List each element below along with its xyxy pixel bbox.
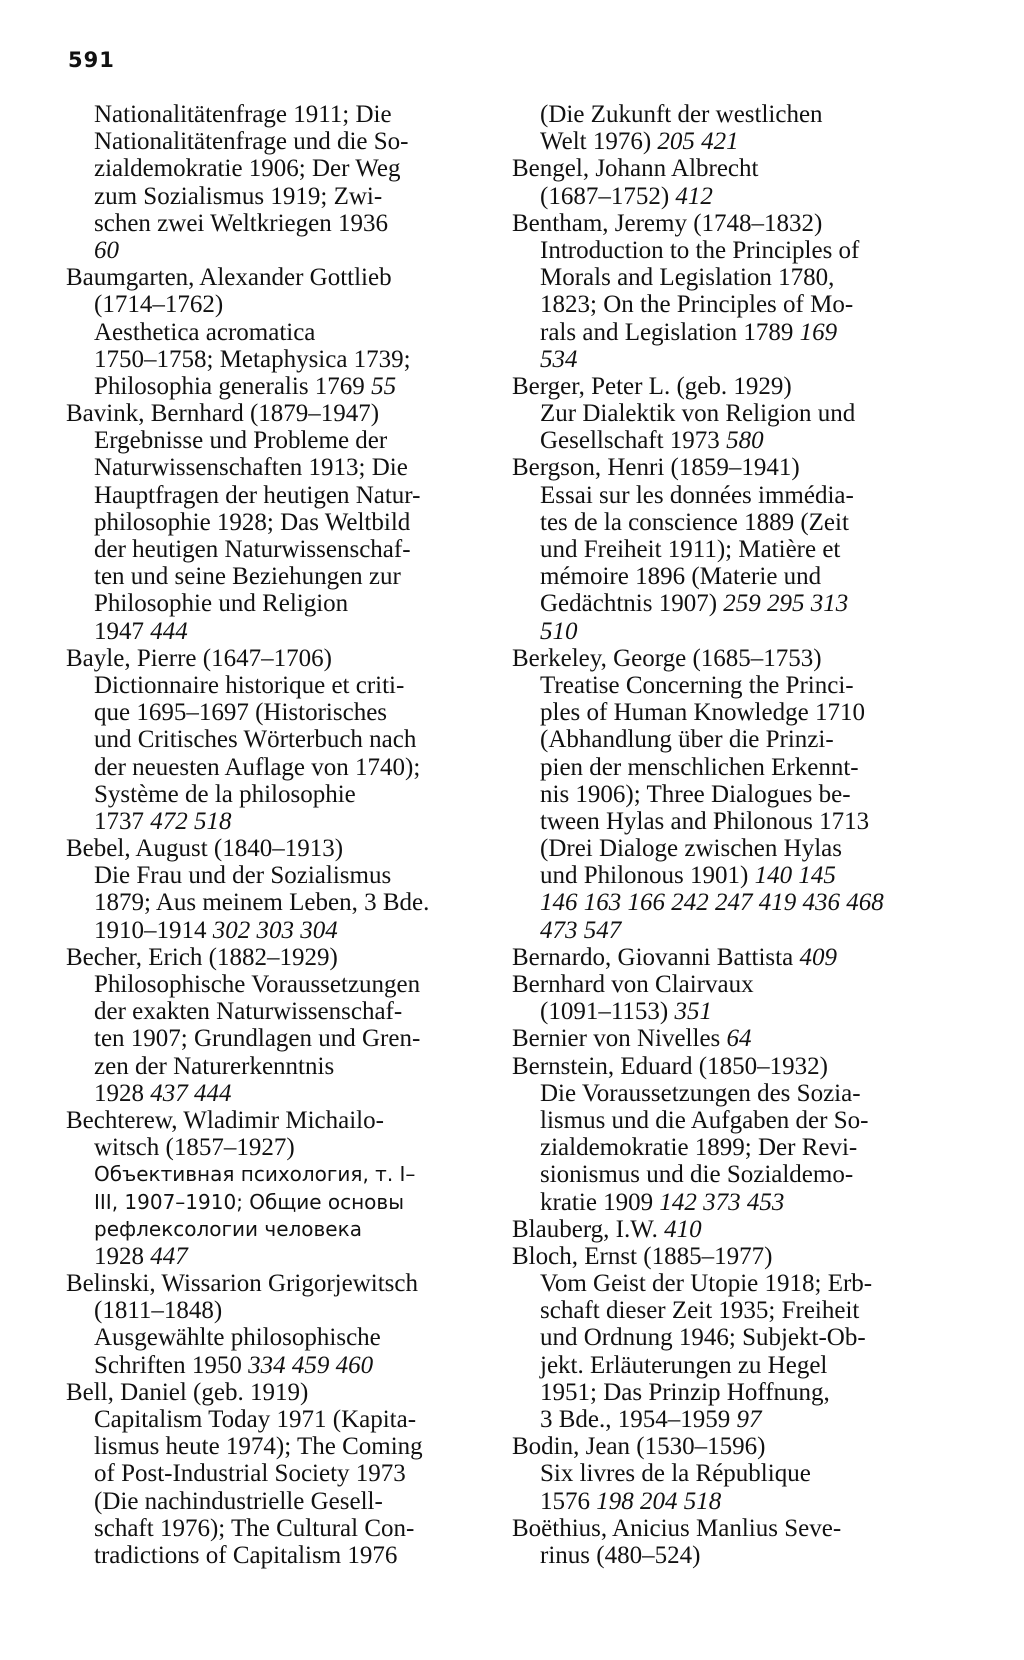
entry-text: Ausgewählte philosophische bbox=[94, 1324, 381, 1352]
index-entry-heading bbox=[66, 944, 506, 971]
index-entry-line bbox=[66, 672, 506, 699]
page-references: 140 145 bbox=[754, 862, 836, 890]
entry-text: Aesthetica acromatica bbox=[94, 318, 316, 346]
entry-text: Die Voraussetzungen des Sozia- bbox=[540, 1079, 861, 1107]
index-entry-line bbox=[66, 998, 506, 1025]
index-entry-line bbox=[66, 482, 506, 509]
entry-text: rinus (480–524) bbox=[540, 1541, 701, 1569]
page-references: 472 518 bbox=[150, 807, 232, 835]
index-entry-line bbox=[512, 427, 932, 454]
index-entry-heading bbox=[66, 645, 506, 672]
index-entry-line bbox=[66, 1189, 506, 1216]
entry-text: (1687–1752) bbox=[540, 182, 670, 210]
page-references: 198 204 518 bbox=[596, 1487, 722, 1515]
entry-text: Bernstein, Eduard (1850–1932) bbox=[512, 1052, 828, 1080]
entry-text: der heutigen Naturwissenschaf- bbox=[94, 536, 411, 563]
index-entry-line bbox=[512, 1542, 932, 1569]
entry-text: 1951; Das Prinzip Hoffnung, bbox=[540, 1378, 830, 1406]
entry-text: Naturwissenschaften 1913; Die bbox=[94, 454, 408, 482]
index-entry-line bbox=[66, 1488, 506, 1515]
entry-text: Dictionnaire historique et criti- bbox=[94, 671, 405, 699]
index-entry-heading bbox=[66, 835, 506, 862]
index-entry-line bbox=[66, 862, 506, 889]
entry-text: Morals and Legislation 1780, bbox=[540, 264, 835, 292]
entry-text: witsch (1857–1927) bbox=[94, 1134, 295, 1162]
entry-text: Schriften 1950 bbox=[94, 1351, 242, 1379]
entry-text: Treatise Concerning the Princi- bbox=[540, 671, 854, 699]
index-entry-line bbox=[66, 781, 506, 808]
entry-text: nis 1906); Three Dialogues be- bbox=[540, 780, 851, 808]
entry-text: und Freiheit 1911); Matière et bbox=[540, 536, 841, 563]
entry-text: (1714–1762) bbox=[94, 291, 224, 319]
index-entry-line bbox=[512, 536, 932, 563]
entry-text: und Philonous 1901) bbox=[540, 862, 749, 890]
page-references: 60 bbox=[94, 236, 119, 264]
page-references: 580 bbox=[726, 427, 764, 455]
entry-text: und Critisches Wörterbuch nach bbox=[94, 726, 417, 754]
entry-text: Bebel, August (1840–1913) bbox=[66, 835, 344, 863]
entry-text: Bentham, Jeremy (1748–1832) bbox=[512, 209, 823, 237]
entry-text: tradictions of Capitalism 1976 bbox=[94, 1541, 398, 1569]
entry-text: rals and Legislation 1789 bbox=[540, 318, 794, 346]
entry-text: tween Hylas and Philonous 1713 bbox=[540, 807, 870, 835]
entry-text: lismus heute 1974); The Coming bbox=[94, 1433, 423, 1461]
index-entry-line bbox=[66, 1515, 506, 1542]
index-entry-line bbox=[66, 1297, 506, 1324]
page-references: 205 421 bbox=[657, 128, 739, 156]
entry-text: Bernhard von Clairvaux bbox=[512, 971, 754, 998]
index-entry-line bbox=[512, 183, 932, 210]
entry-text: der neuesten Auflage von 1740); bbox=[94, 753, 421, 781]
entry-text: Blauberg, I.W. bbox=[512, 1215, 658, 1243]
entry-text: Philosophische Voraussetzungen bbox=[94, 971, 421, 998]
index-entry-line bbox=[66, 1216, 506, 1243]
entry-text: 1928 bbox=[94, 1079, 144, 1107]
entry-text: zialdemokratie 1906; Der Weg bbox=[94, 155, 401, 183]
index-entry-heading bbox=[66, 1379, 506, 1406]
page-references: 334 459 460 bbox=[248, 1351, 374, 1379]
index-entry-line bbox=[512, 1324, 932, 1351]
page-references: 447 bbox=[150, 1242, 188, 1270]
index-entry-line bbox=[66, 1025, 506, 1052]
entry-text: philosophie 1928; Das Weltbild bbox=[94, 508, 411, 536]
index-entry-line bbox=[512, 1379, 932, 1406]
index-entry-line bbox=[512, 1297, 932, 1324]
entry-text: Nationalitätenfrage und die So- bbox=[94, 128, 409, 156]
index-entry-line bbox=[512, 101, 932, 128]
page-number: 591 bbox=[68, 48, 115, 72]
entry-text: 1879; Aus meinem Leben, 3 Bde. bbox=[94, 889, 430, 917]
entry-text: Bechterew, Wladimir Michailo- bbox=[66, 1106, 384, 1134]
entry-text: Baumgarten, Alexander Gottlieb bbox=[66, 264, 392, 292]
index-entry-heading bbox=[512, 944, 932, 971]
index-entry-line bbox=[512, 862, 932, 889]
entry-text: 3 Bde., 1954–1959 bbox=[540, 1406, 731, 1433]
entry-text: Becher, Erich (1882–1929) bbox=[66, 943, 338, 971]
index-entry-line bbox=[512, 754, 932, 781]
index-entry-line bbox=[66, 427, 506, 454]
entry-text: 1947 bbox=[94, 617, 144, 645]
page-references: 473 547 bbox=[540, 916, 622, 944]
index-entry-line bbox=[512, 1161, 932, 1188]
index-entry-heading bbox=[512, 1243, 932, 1270]
index-entry-line bbox=[66, 536, 506, 563]
index-entry-line bbox=[512, 237, 932, 264]
page-references: 437 444 bbox=[150, 1079, 232, 1107]
index-entry-line bbox=[66, 1080, 506, 1107]
index-entry-line bbox=[512, 346, 932, 373]
entry-text: Berger, Peter L. (geb. 1929) bbox=[512, 372, 792, 400]
right-column bbox=[512, 101, 932, 1569]
index-entry-line bbox=[66, 237, 506, 264]
index-entry-line bbox=[66, 1433, 506, 1460]
entry-text: Introduction to the Principles of bbox=[540, 236, 860, 264]
index-entry-line bbox=[512, 1270, 932, 1297]
index-entry-line bbox=[66, 699, 506, 726]
index-entry-line bbox=[66, 1406, 506, 1433]
entry-text: Vom Geist der Utopie 1918; Erb- bbox=[540, 1270, 873, 1298]
entry-text: 1737 bbox=[94, 807, 144, 835]
index-entry-line bbox=[512, 509, 932, 536]
index-entry-line bbox=[66, 1243, 506, 1270]
index-entry-line bbox=[512, 1189, 932, 1216]
entry-text: mémoire 1896 (Materie und bbox=[540, 563, 822, 591]
entry-text: Zur Dialektik von Religion und bbox=[540, 400, 856, 428]
index-entry-line bbox=[512, 264, 932, 291]
index-entry-line bbox=[66, 1460, 506, 1487]
entry-text: Belinski, Wissarion Grigorjewitsch bbox=[66, 1270, 418, 1298]
entry-text: Boëthius, Anicius Manlius Seve- bbox=[512, 1514, 842, 1542]
index-entry-line bbox=[512, 699, 932, 726]
entry-text: Gedächtnis 1907) bbox=[540, 590, 718, 618]
index-entry-line bbox=[66, 183, 506, 210]
index-entry-line bbox=[66, 373, 506, 400]
entry-text: Bernardo, Giovanni Battista bbox=[512, 943, 794, 971]
index-entry-line bbox=[66, 1542, 506, 1569]
entry-text: Bernier von Nivelles bbox=[512, 1025, 721, 1053]
entry-text: Bayle, Pierre (1647–1706) bbox=[66, 644, 332, 672]
index-entry-line bbox=[66, 509, 506, 536]
index-entry-line bbox=[66, 563, 506, 590]
entry-text: Six livres de la République bbox=[540, 1460, 811, 1488]
entry-text: (Die Zukunft der westlichen bbox=[540, 101, 823, 128]
index-entry-line bbox=[512, 319, 932, 346]
entry-text: tes de la conscience 1889 (Zeit bbox=[540, 508, 849, 536]
index-entry-line bbox=[512, 1107, 932, 1134]
entry-text: zialdemokratie 1899; Der Revi- bbox=[540, 1134, 858, 1162]
index-entry-line bbox=[512, 1134, 932, 1161]
entry-text: (1811–1848) bbox=[94, 1297, 223, 1325]
index-entry-line bbox=[66, 1324, 506, 1351]
entry-text: Système de la philosophie bbox=[94, 780, 356, 808]
index-entry-line bbox=[512, 917, 932, 944]
index-entry-line bbox=[512, 1460, 932, 1487]
index-entry-line bbox=[66, 971, 506, 998]
entry-text: 1750–1758; Metaphysica 1739; bbox=[94, 345, 411, 373]
index-entry-line bbox=[512, 672, 932, 699]
entry-text: of Post-Industrial Society 1973 bbox=[94, 1460, 406, 1488]
entry-text: Philosophie und Religion bbox=[94, 590, 349, 618]
index-entry-line bbox=[66, 291, 506, 318]
page-references: 412 bbox=[675, 182, 713, 210]
index-entry-line bbox=[66, 754, 506, 781]
entry-text: sionismus und die Sozialdemo- bbox=[540, 1161, 854, 1189]
page-references: 146 163 166 242 247 419 436 468 bbox=[540, 889, 884, 917]
index-entry-heading bbox=[512, 971, 932, 998]
index-entry-heading bbox=[66, 1107, 506, 1134]
page-references: 351 bbox=[674, 998, 712, 1026]
entry-text: kratie 1909 bbox=[540, 1188, 654, 1216]
entry-text: Nationalitätenfrage 1911; Die bbox=[94, 101, 392, 128]
page-references: 444 bbox=[150, 617, 188, 645]
index-entry-heading bbox=[512, 1025, 932, 1052]
index-entry-line bbox=[66, 618, 506, 645]
index-entry-line bbox=[512, 128, 932, 155]
entry-text: Welt 1976) bbox=[540, 128, 652, 156]
index-entry-heading bbox=[66, 400, 506, 427]
entry-text: ten 1907; Grundlagen und Gren- bbox=[94, 1025, 421, 1053]
index-entry-line bbox=[66, 726, 506, 753]
index-entry-line bbox=[512, 998, 932, 1025]
index-entry-line bbox=[66, 1134, 506, 1161]
entry-text: Hauptfragen der heutigen Natur- bbox=[94, 481, 421, 509]
index-entry-line bbox=[66, 346, 506, 373]
page-references: 410 bbox=[664, 1215, 702, 1243]
index-entry-line bbox=[66, 101, 506, 128]
index-entry-line bbox=[66, 128, 506, 155]
entry-text: Ergebnisse und Probleme der bbox=[94, 427, 388, 455]
index-entry-line bbox=[512, 482, 932, 509]
entry-text: ten und seine Beziehungen zur bbox=[94, 563, 401, 591]
entry-text: 1576 bbox=[540, 1487, 590, 1515]
entry-text: Bergson, Henri (1859–1941) bbox=[512, 454, 800, 482]
index-entry-line bbox=[512, 618, 932, 645]
index-entry-line bbox=[512, 726, 932, 753]
entry-text: 1928 bbox=[94, 1242, 144, 1270]
entry-text: Philosophia generalis 1769 bbox=[94, 372, 365, 400]
index-entry-line bbox=[66, 155, 506, 182]
index-entry-line bbox=[512, 563, 932, 590]
index-entry-heading bbox=[512, 1515, 932, 1542]
index-entry-line bbox=[66, 319, 506, 346]
entry-text: (Drei Dialoge zwischen Hylas bbox=[540, 835, 842, 863]
entry-text: Bloch, Ernst (1885–1977) bbox=[512, 1242, 773, 1270]
entry-text: Объективная психология, т. I– bbox=[94, 1162, 416, 1187]
entry-text: pien der menschlichen Erkennt- bbox=[540, 753, 859, 781]
index-entry-line bbox=[512, 835, 932, 862]
entry-text: 1910–1914 bbox=[94, 916, 207, 944]
index-entry-heading bbox=[512, 155, 932, 182]
page-references: 55 bbox=[371, 372, 397, 400]
entry-text: ples of Human Knowledge 1710 bbox=[540, 699, 865, 727]
index-entry-line bbox=[66, 917, 506, 944]
index-entry-line bbox=[512, 1488, 932, 1515]
entry-text: III, 1907–1910; Общие основы bbox=[94, 1189, 404, 1214]
entry-text: Gesellschaft 1973 bbox=[540, 427, 720, 455]
entry-text: Bodin, Jean (1530–1596) bbox=[512, 1433, 766, 1461]
entry-text: (Abhandlung über die Prinzi- bbox=[540, 726, 834, 754]
entry-text: jekt. Erläuterungen zu Hegel bbox=[540, 1351, 828, 1379]
page-references: 409 bbox=[799, 943, 837, 971]
index-entry-heading bbox=[512, 1216, 932, 1243]
entry-text: Bell, Daniel (geb. 1919) bbox=[66, 1378, 309, 1406]
entry-text: (1091–1153) bbox=[540, 998, 669, 1026]
index-entry-line bbox=[512, 889, 932, 916]
page-references: 534 bbox=[540, 345, 578, 373]
entry-text: рефлексологии человека bbox=[94, 1216, 362, 1241]
index-entry-line bbox=[512, 590, 932, 617]
index-entry-line bbox=[66, 590, 506, 617]
index-entry-line bbox=[512, 400, 932, 427]
index-entry-line bbox=[66, 1161, 506, 1188]
index-entry-line bbox=[512, 1080, 932, 1107]
entry-text: zen der Naturerkenntnis bbox=[94, 1052, 335, 1080]
entry-text: schaft dieser Zeit 1935; Freiheit bbox=[540, 1297, 860, 1325]
entry-text: Die Frau und der Sozialismus bbox=[94, 862, 392, 890]
index-entry-line bbox=[66, 454, 506, 481]
index-entry-line bbox=[512, 808, 932, 835]
entry-text: (Die nachindustrielle Gesell- bbox=[94, 1487, 383, 1515]
index-entry-line bbox=[512, 291, 932, 318]
index-entry-heading bbox=[512, 645, 932, 672]
index-entry-heading bbox=[512, 454, 932, 481]
index-entry-line bbox=[66, 889, 506, 916]
entry-text: und Ordnung 1946; Subjekt-Ob- bbox=[540, 1324, 866, 1352]
entry-text: Bavink, Bernhard (1879–1947) bbox=[66, 400, 380, 428]
page-references: 510 bbox=[540, 617, 578, 645]
page-references: 142 373 453 bbox=[659, 1188, 785, 1216]
index-entry-heading bbox=[66, 264, 506, 291]
index-entry-heading bbox=[512, 1433, 932, 1460]
index-entry-heading bbox=[66, 1270, 506, 1297]
index-entry-line bbox=[66, 210, 506, 237]
index-entry-heading bbox=[512, 210, 932, 237]
entry-text: zum Sozialismus 1919; Zwi- bbox=[94, 182, 383, 210]
entry-text: schaft 1976); The Cultural Con- bbox=[94, 1514, 415, 1542]
left-column bbox=[66, 101, 506, 1569]
entry-text: lismus und die Aufgaben der So- bbox=[540, 1106, 869, 1134]
page-references: 302 303 304 bbox=[212, 916, 338, 944]
entry-text: 1823; On the Principles of Mo- bbox=[540, 291, 854, 319]
entry-text: que 1695–1697 (Historisches bbox=[94, 699, 388, 727]
index-entry-line bbox=[512, 781, 932, 808]
page-references: 259 295 313 bbox=[723, 590, 849, 618]
index-entry-line bbox=[512, 1406, 932, 1433]
index-entry-line bbox=[66, 808, 506, 835]
entry-text: Bengel, Johann Albrecht bbox=[512, 155, 759, 183]
entry-text: Essai sur les données immédia- bbox=[540, 481, 854, 509]
index-entry-heading bbox=[512, 373, 932, 400]
entry-text: Berkeley, George (1685–1753) bbox=[512, 644, 822, 672]
entry-text: schen zwei Weltkriegen 1936 bbox=[94, 209, 388, 237]
index-entry-heading bbox=[512, 1053, 932, 1080]
page-references: 97 bbox=[736, 1406, 762, 1433]
index-entry-line bbox=[66, 1053, 506, 1080]
index-entry-line bbox=[512, 1352, 932, 1379]
entry-text: Capitalism Today 1971 (Kapita- bbox=[94, 1406, 417, 1433]
page-references: 169 bbox=[799, 318, 838, 346]
page-references: 64 bbox=[726, 1025, 752, 1053]
index-entry-line bbox=[66, 1352, 506, 1379]
entry-text: der exakten Naturwissenschaf- bbox=[94, 998, 403, 1026]
